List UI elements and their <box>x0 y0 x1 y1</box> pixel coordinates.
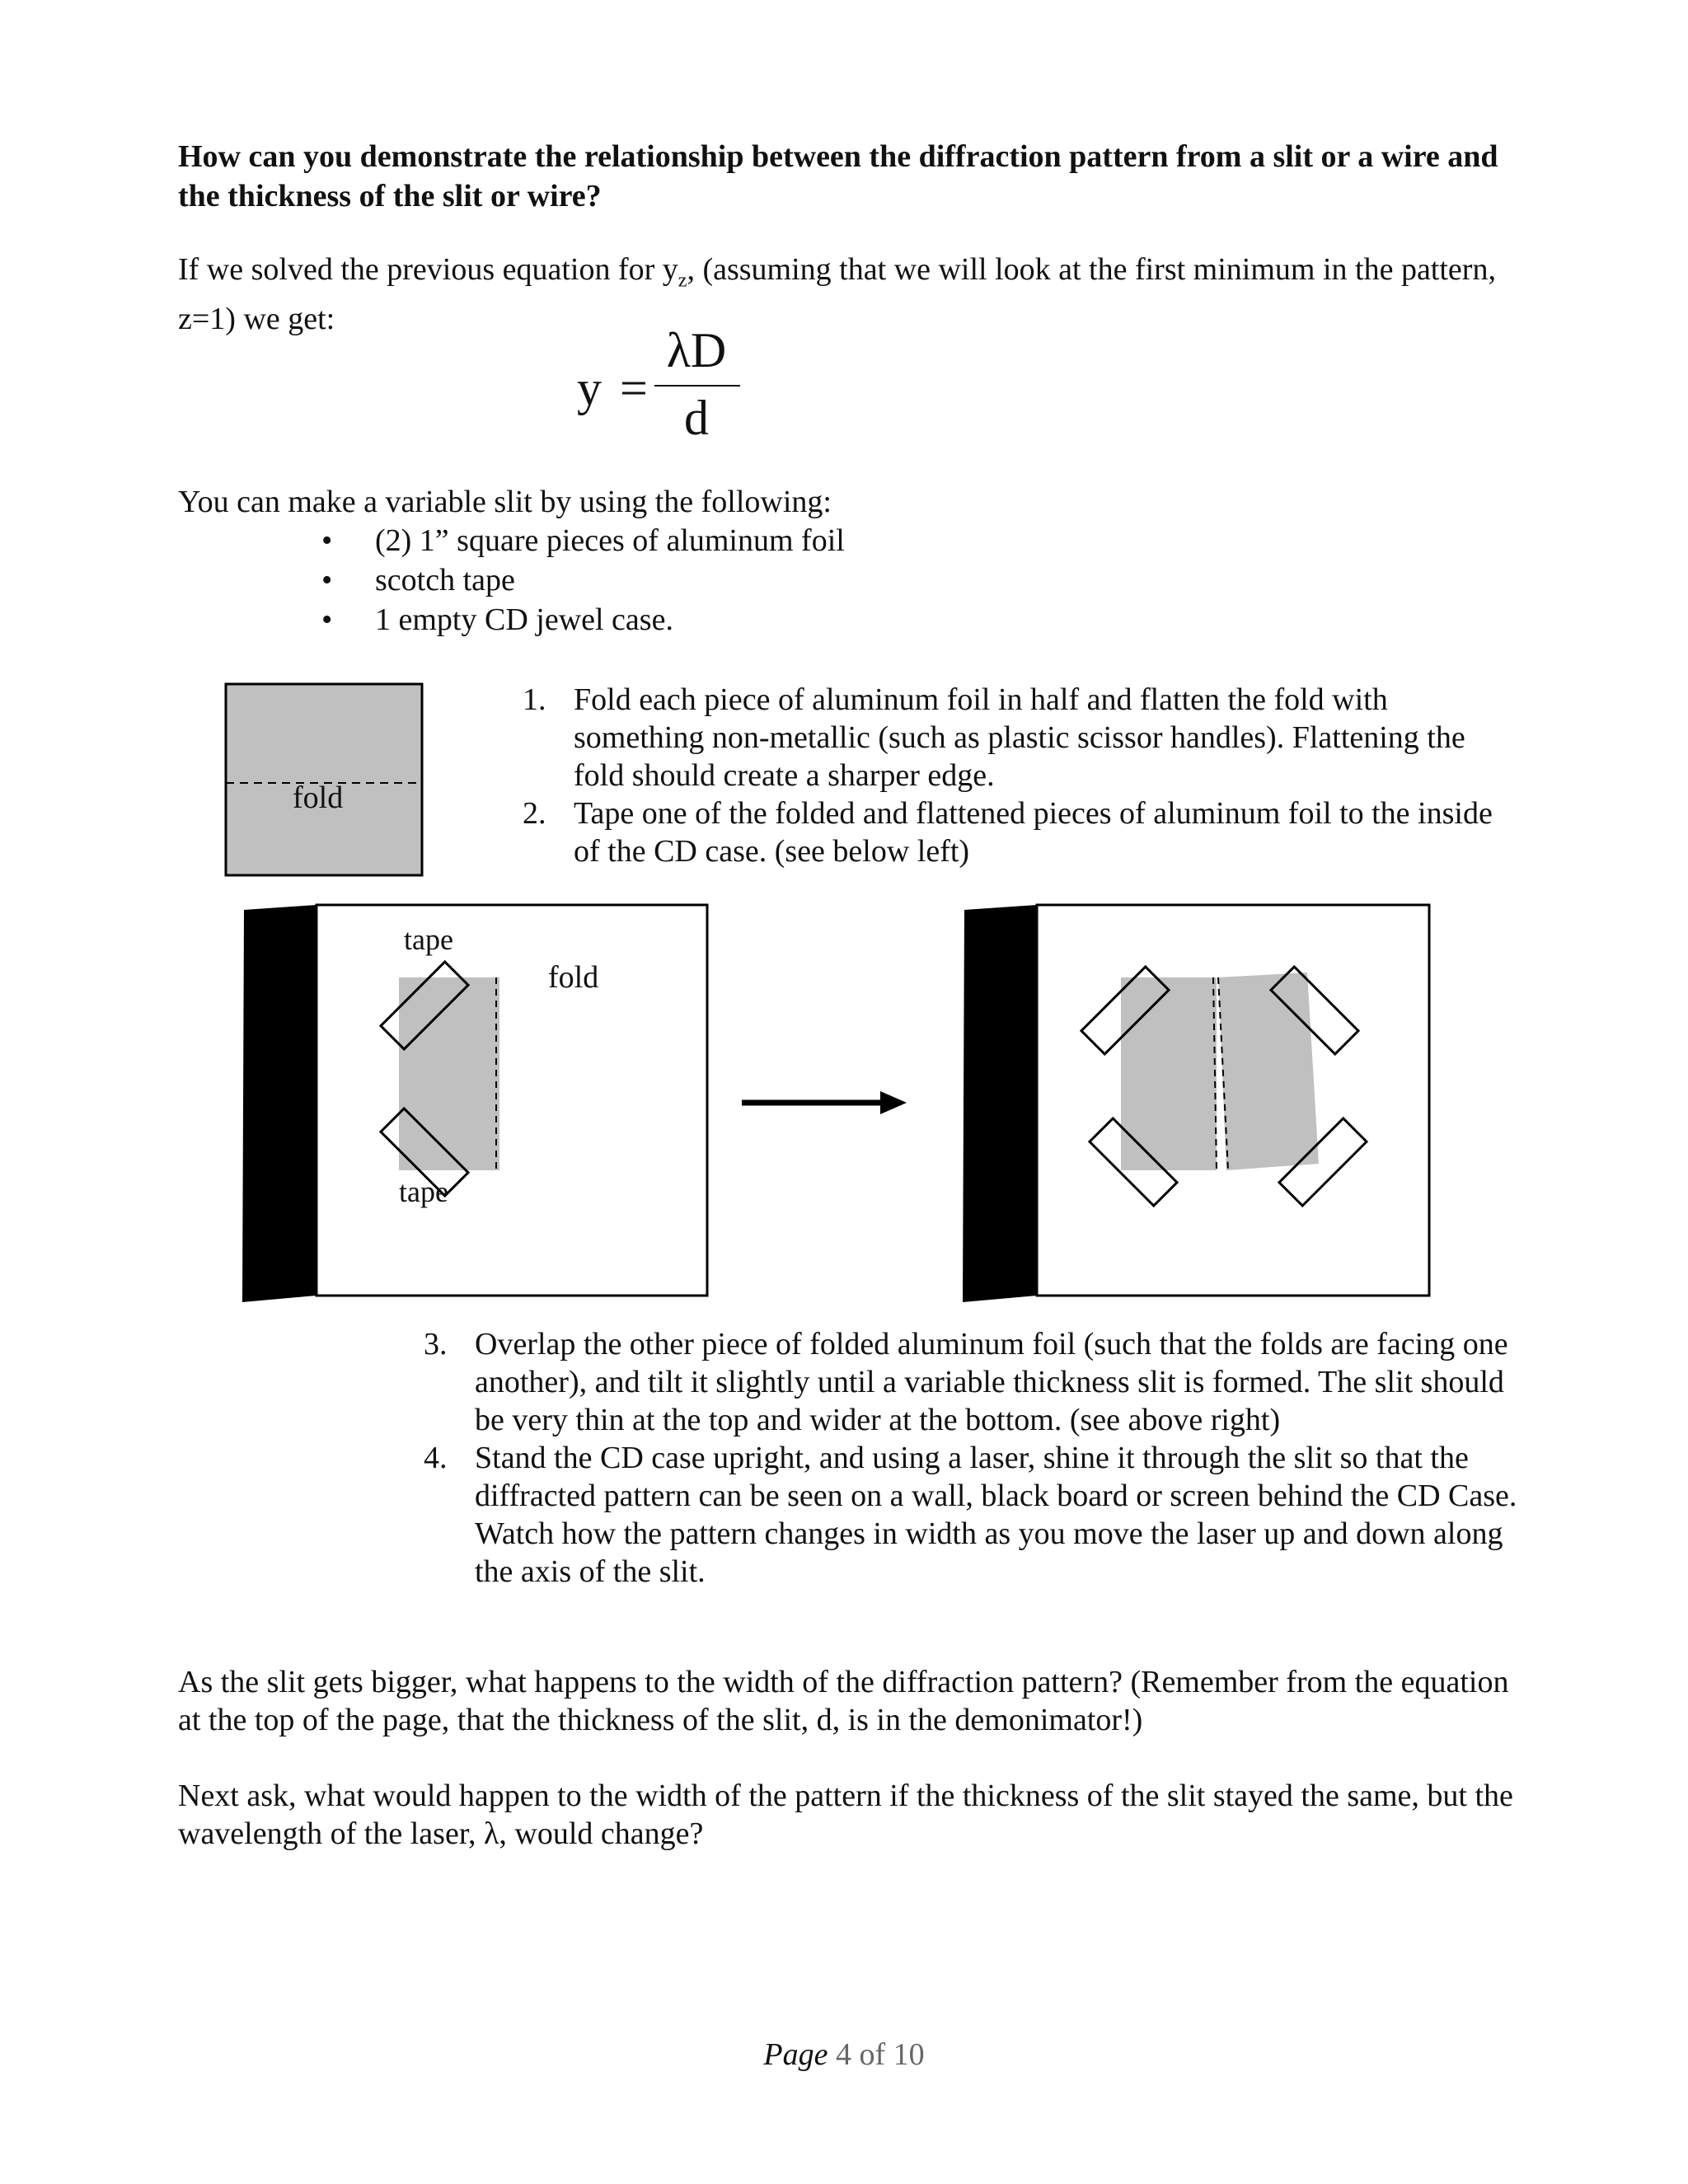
step-text: Tape one of the folded and flattened pieces of aluminum foil to the inside of the CD case. (see below left) <box>574 796 1493 869</box>
step-text: Stand the CD case upright, and using a laser, shine it through the slit so that the diffracted pattern can be seen on a wall, black board or screen behind the CD Case. Watch how the pattern changes in width as you move the laser up and down along the axis of the slit. <box>475 1441 1517 1589</box>
step-item <box>523 794 1522 870</box>
step-number: 2. <box>523 796 546 831</box>
equation-numerator: λD <box>666 323 727 377</box>
materials-item: • scotch tape <box>321 560 845 600</box>
footer-page-number: 4 <box>835 2037 851 2072</box>
footer-page-total: 10 <box>893 2037 925 2072</box>
step-number: 1. <box>523 682 546 717</box>
step-text: Fold each piece of aluminum foil in half and flatten the fold with something non-metallic (such as plastic scissor handles). Flattening the fold should create a sharper edge. <box>574 682 1465 793</box>
foil-square <box>226 684 422 875</box>
arrow-right-icon <box>738 1086 912 1119</box>
foil-piece-right <box>1218 972 1319 1170</box>
step-number: 3. <box>424 1327 448 1361</box>
fold-label: fold <box>293 780 344 815</box>
cd-case-panel <box>316 905 707 1296</box>
equation <box>569 321 750 453</box>
equation-fraction-bar <box>654 385 740 387</box>
page-footer <box>0 2036 1688 2074</box>
step-item <box>523 681 1522 794</box>
step-item <box>424 1439 1522 1591</box>
steps-bottom <box>424 1325 1522 1591</box>
step-number: 4. <box>424 1441 448 1475</box>
cd-case-spine <box>963 905 1037 1302</box>
cd-case-diagram-left <box>231 898 717 1319</box>
step-item <box>424 1325 1522 1439</box>
intro-text-after: , (assuming that we will look at the first minimum in the pattern, z=1) we get: <box>178 252 1496 336</box>
steps-top <box>523 681 1522 870</box>
materials-item: • (2) 1” square pieces of aluminum foil <box>321 521 845 560</box>
question-wavelength: Next ask, what would happen to the width of the pattern if the thickness of the slit stayed the same, but the wavelength of the laser, λ, would change? <box>178 1779 1513 1851</box>
intro-subscript: z <box>678 269 687 292</box>
page-heading: How can you demonstrate the relationship between the diffraction pattern from a slit or a wire and the thickness of the slit or wire? <box>178 139 1498 213</box>
tape-label-bottom: tape <box>399 1175 448 1208</box>
footer-of-word: of <box>859 2037 886 2072</box>
tape-label-top: tape <box>404 923 453 956</box>
equation-equals: = <box>620 361 648 415</box>
cd-case-spine <box>242 905 316 1302</box>
equation-denominator: d <box>684 391 709 445</box>
foil-piece <box>399 977 499 1170</box>
materials-item: • 1 empty CD jewel case. <box>321 600 845 640</box>
fold-label-left: fold <box>548 960 599 995</box>
footer-page-word: Page <box>763 2037 828 2072</box>
intro-paragraph <box>178 251 1530 338</box>
question-slit-size: As the slit gets bigger, what happens to the width of the diffraction pattern? (Remember from the equation at the top of the page, that the thickness of the slit, d, is in the demonimator!) <box>178 1665 1509 1737</box>
foil-fold-diagram <box>223 681 429 879</box>
equation-lhs: y <box>577 361 602 415</box>
materials-lead: You can make a variable slit by using the following: <box>178 485 832 519</box>
materials-list <box>321 521 845 640</box>
step-text: Overlap the other piece of folded aluminum foil (such that the folds are facing one another), and tilt it slightly until a variable thickness slit is formed. The slit should be very thin at the top and wider at the bottom. (see above right) <box>475 1327 1508 1437</box>
cd-case-diagram-right <box>956 898 1442 1319</box>
intro-text-before: If we solved the previous equation for y <box>178 252 678 287</box>
